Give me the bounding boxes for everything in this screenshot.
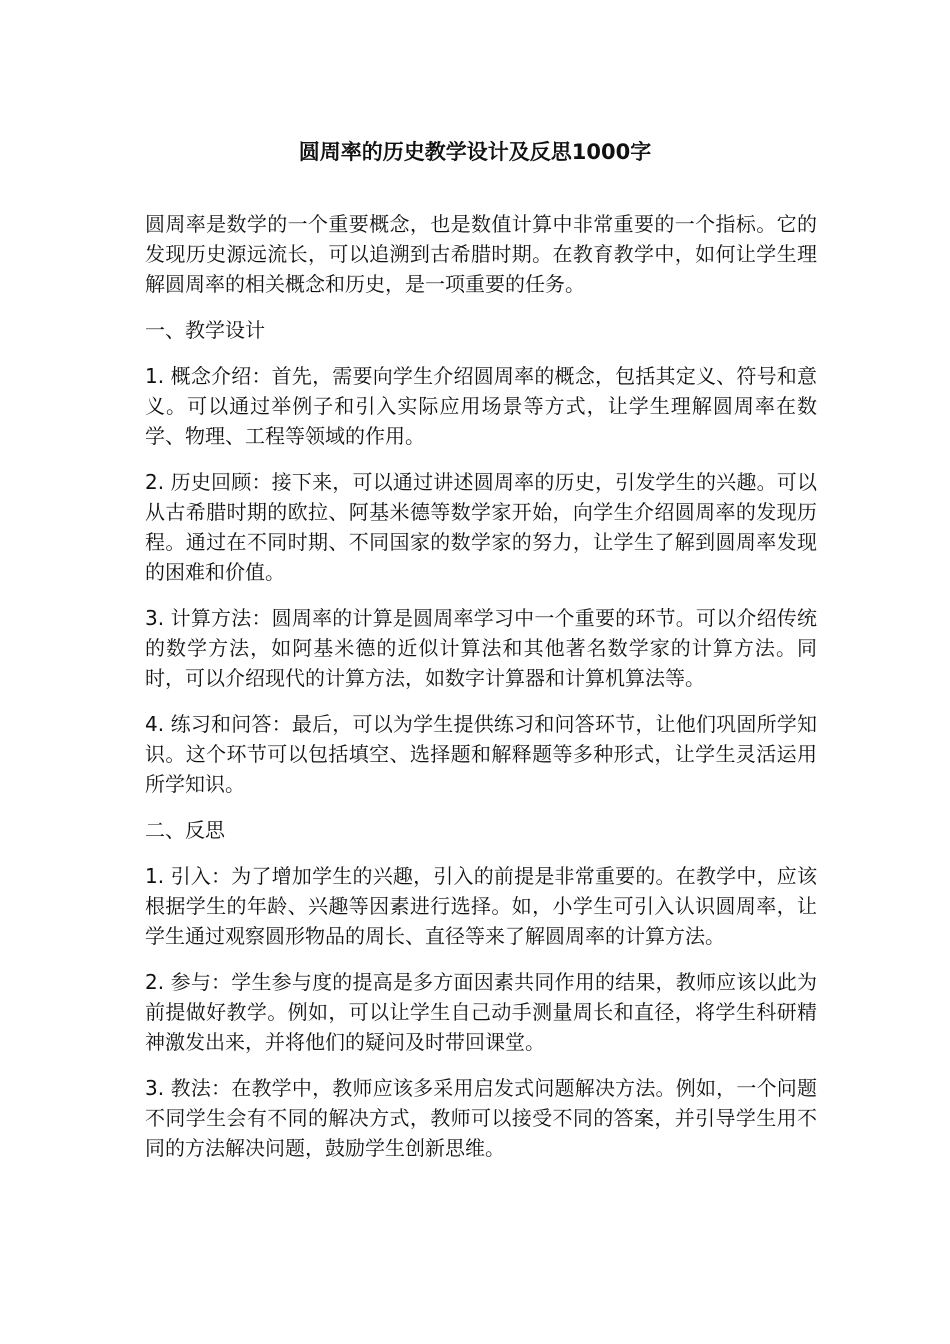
reflection-item-participation: 2. 参与：学生参与度的提高是多方面因素共同作用的结果，教师应该以此为前提做好教学。例如，可以让学生自己动手测量周长和直径，将学生科研精神激发出来，并将他们的疑问及时带回课堂。 [145, 970, 817, 1054]
reflection-item-introduction: 1. 引入：为了增加学生的兴趣，引入的前提是非常重要的。在教学中，应该根据学生的年龄、兴趣等因素进行选择。如，小学生可引入认识圆周率，让学生通过观察圆形物品的周长、直径等来了解圆周率的计算方法。 [145, 864, 817, 948]
design-item-history: 2. 历史回顾：接下来，可以通过讲述圆周率的历史，引发学生的兴趣。可以从古希腊时期的欧拉、阿基米德等数学家开始，向学生介绍圆周率的发现历程。通过在不同时期、不同国家的数学家的努力，让学生了解到圆周率发现的困难和价值。 [145, 470, 817, 584]
design-item-calculation: 3. 计算方法：圆周率的计算是圆周率学习中一个重要的环节。可以介绍传统的数学方法，如阿基米德的近似计算法和其他著名数学家的计算方法。同时，可以介绍现代的计算方法，如数字计算器和计算机算法等。 [145, 606, 817, 690]
design-item-practice: 4. 练习和问答：最后，可以为学生提供练习和问答环节，让他们巩固所学知识。这个环节可以包括填空、选择题和解释题等多种形式，让学生灵活运用所学知识。 [145, 712, 817, 796]
document-title: 圆周率的历史教学设计及反思1000字 [298, 140, 652, 164]
intro-paragraph: 圆周率是数学的一个重要概念，也是数值计算中非常重要的一个指标。它的发现历史源远流长，可以追溯到古希腊时期。在教育教学中，如何让学生理解圆周率的相关概念和历史，是一项重要的任务。 [145, 212, 817, 296]
section-heading-design: 一、教学设计 [145, 318, 265, 342]
document-body [145, 209, 817, 1179]
reflection-item-teaching-method: 3. 教法：在教学中，教师应该多采用启发式问题解决方法。例如，一个问题不同学生会有不同的解决方式，教师可以接受不同的答案，并引导学生用不同的方法解决问题，鼓励学生创新思维。 [145, 1076, 817, 1160]
design-item-concept: 1. 概念介绍：首先，需要向学生介绍圆周率的概念，包括其定义、符号和意义。可以通过举例子和引入实际应用场景等方式，让学生理解圆周率在数学、物理、工程等领域的作用。 [145, 364, 817, 448]
section-heading-reflection: 二、反思 [145, 818, 225, 842]
